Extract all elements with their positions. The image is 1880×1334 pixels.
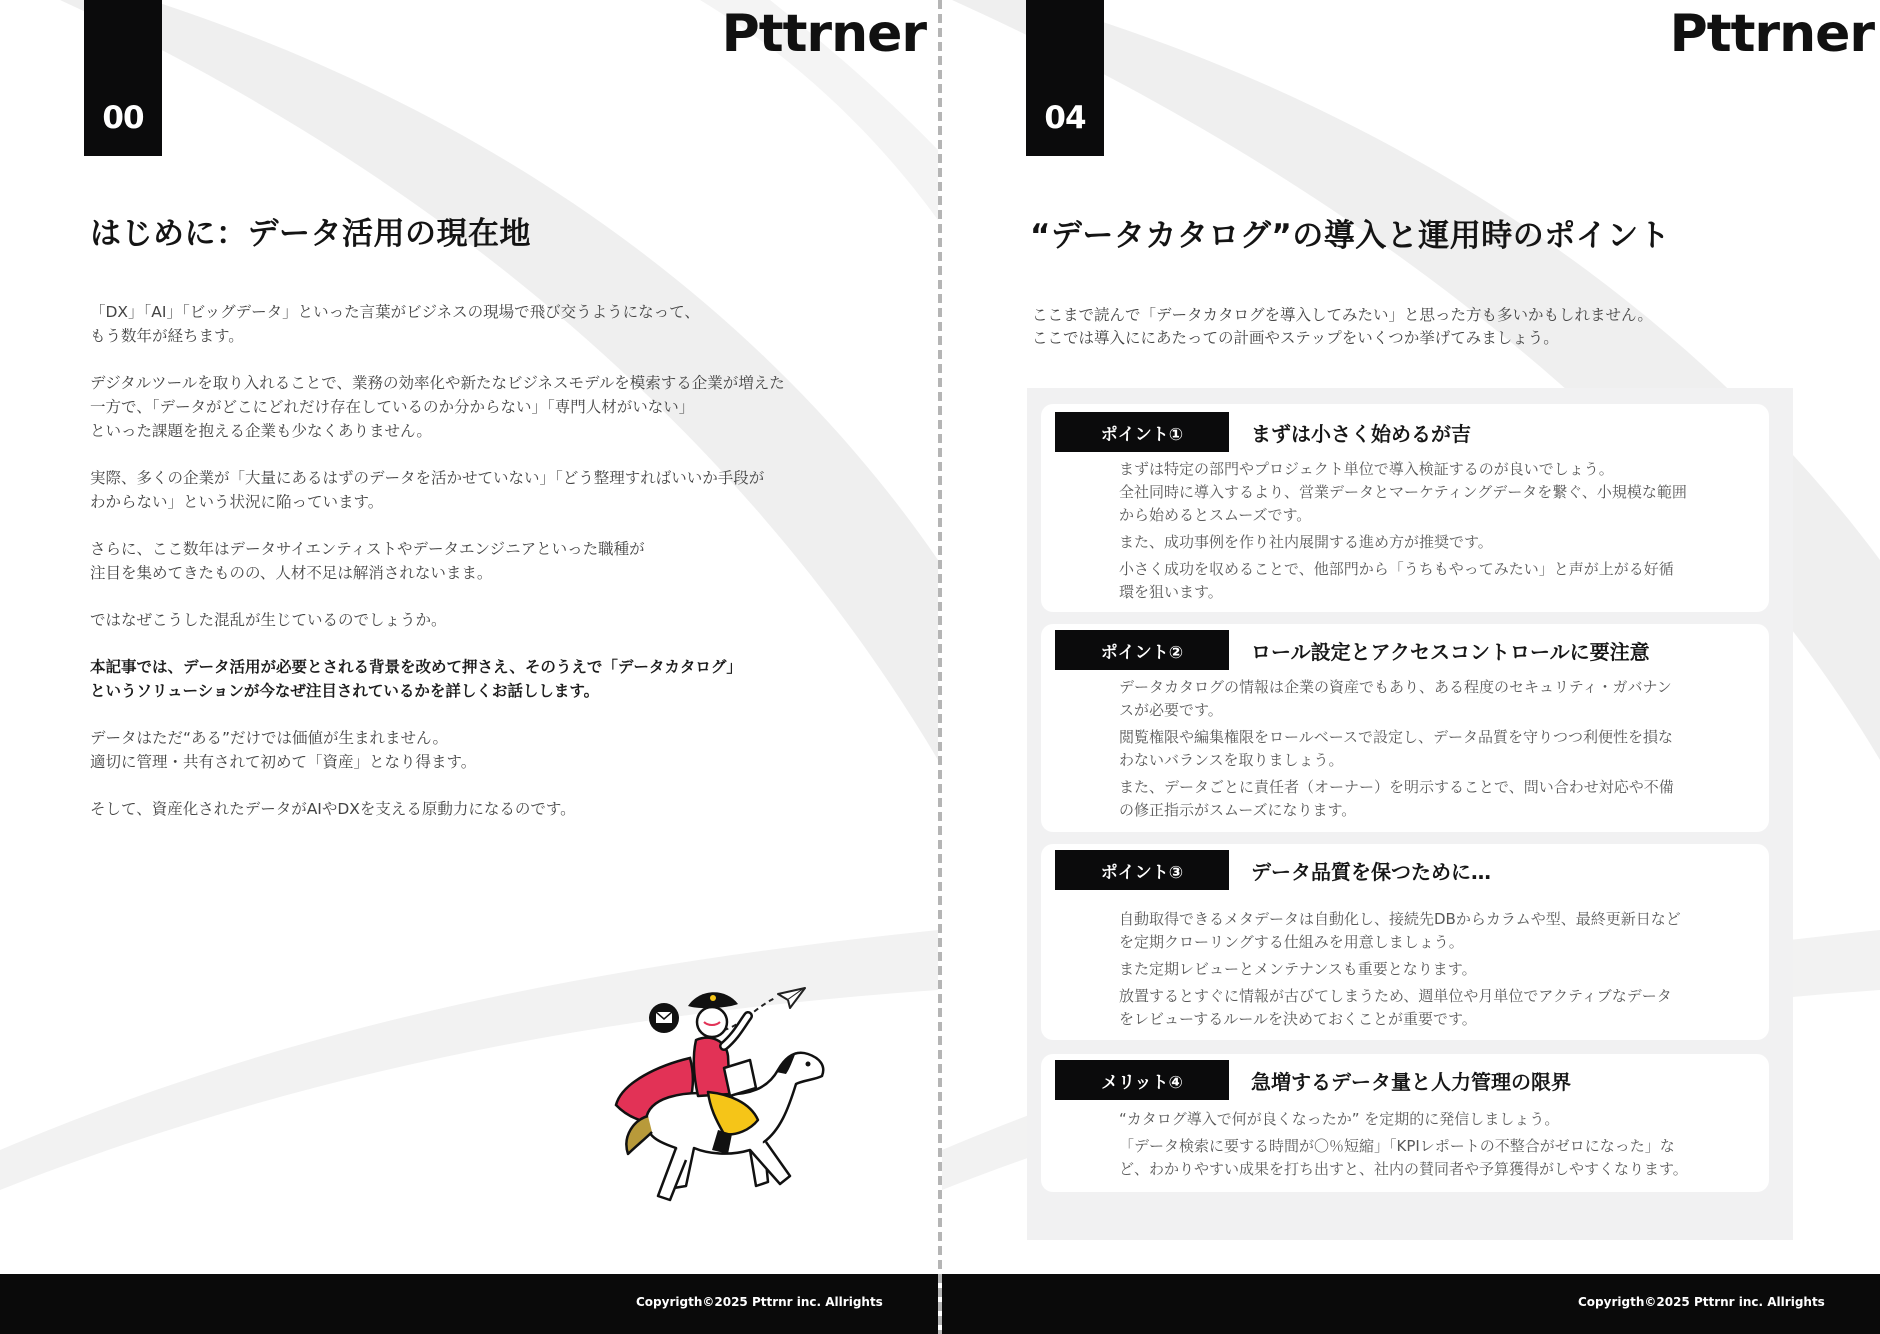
text-line: 放置するとすぐに情報が古びてしまうため、週単位や月単位でアクティブなデータ: [1119, 987, 1672, 1005]
text-line: デジタルツールを取り入れることで、業務の効率化や新たなビジネスモデルを模索する企業が増えた: [90, 374, 785, 392]
text-line: 環を狙います。: [1119, 583, 1223, 601]
body-text: [90, 300, 830, 844]
point-body: [1119, 1108, 1729, 1181]
text-line: といった課題を抱える企業も少なくありません。: [90, 422, 432, 440]
text-line: まずは特定の部門やプロジェクト単位で導入検証するのが良いでしょう。: [1119, 460, 1614, 478]
text-line: から始めるとスムーズです。: [1119, 506, 1312, 524]
text-line: 一方で、「データがどこにどれだけ存在しているのか分からない」「専門人材がいない」: [90, 398, 695, 416]
text-line: 全社同時に導入するより、営業データとマーケティングデータを繋ぐ、小規模な範囲: [1119, 483, 1687, 501]
text-line: スが必要です。: [1119, 701, 1223, 719]
point-heading: ロール設定とアクセスコントロールに要注意: [1251, 640, 1650, 664]
point-heading: 急増するデータ量と人力管理の限界: [1251, 1070, 1571, 1094]
page-number: 00: [84, 0, 162, 156]
paragraph-emphasis: [90, 655, 830, 703]
point-tag: ポイント①: [1055, 412, 1229, 452]
text-line: 自動取得できるメタデータは自動化し、接続先DBからカラムや型、最終更新日など: [1119, 910, 1681, 928]
text-line: 閲覧権限や編集権限をロールベースで設定し、データ品質を守りつつ利便性を損な: [1119, 728, 1673, 746]
text-line: さらに、ここ数年はデータサイエンティストやデータエンジニアといった職種が: [90, 540, 645, 558]
paragraph: [90, 537, 830, 585]
footer: [942, 1274, 1880, 1334]
footer: [0, 1274, 938, 1334]
point-tag: ポイント②: [1055, 630, 1229, 670]
text-line: ここでは導入ににあたっての計画やステップをいくつか挙げてみましょう。: [1032, 329, 1559, 347]
text-line: の修正指示がスムーズになります。: [1119, 801, 1357, 819]
brand-logo: Pttrner: [721, 4, 926, 64]
text-line: 「データ検索に要する時間が〇％短縮」「KPIレポートの不整合がゼロになった」な: [1119, 1137, 1675, 1155]
text-line: というソリューションが今なぜ注目されているかを詳しくお話しします。: [90, 682, 600, 700]
text-line: 実際、多くの企業が「大量にあるはずのデータを活かせていない」「どう整理すればいいか手段が: [90, 469, 765, 487]
point-tag: ポイント③: [1055, 850, 1229, 890]
text-line: をレビューするルールを決めておくことが重要です。: [1119, 1010, 1477, 1028]
text-line: を定期クローリングする仕組みを用意しましょう。: [1119, 933, 1464, 951]
text-line: データカタログの情報は企業の資産でもあり、ある程度のセキュリティ・ガバナン: [1119, 678, 1672, 696]
text-line: また、成功事例を作り社内展開する進め方が推奨です。: [1119, 533, 1493, 551]
point-heading: まずは小さく始めるが吉: [1251, 422, 1471, 446]
text-line: データはただ“ある”だけでは価値が生まれません。: [90, 729, 448, 747]
mascot-illustration: [600, 970, 860, 1220]
paragraph: [90, 608, 830, 632]
text-line: もう数年が経ちます。: [90, 327, 244, 345]
text-line: 小さく成功を収めることで、他部門から「うちもやってみたい」と声が上がる好循: [1119, 560, 1674, 578]
text-line: 本記事では、データ活用が必要とされる背景を改めて押さえ、そのうえで「データカタログ」: [90, 658, 742, 676]
page-number: 04: [1026, 0, 1104, 156]
page-title: “データカタログ”の導入と運用時のポイント: [1030, 218, 1671, 254]
intro-text: [1032, 304, 1653, 350]
text-line: ではなぜこうした混乱が生じているのでしょうか。: [90, 611, 447, 629]
paragraph: [90, 797, 830, 821]
point-heading: データ品質を保つために…: [1251, 860, 1491, 884]
page-title: はじめに：データ活用の現在地: [90, 216, 531, 252]
copyright-text: Copyrigth©2025 Pttrnr inc. Allrights: [1578, 1295, 1825, 1309]
text-line: わないバランスを取りましょう。: [1119, 751, 1344, 769]
copyright-text: Copyrigth©2025 Pttrnr inc. Allrights: [636, 1295, 883, 1309]
paragraph: [90, 371, 830, 443]
paragraph: [90, 300, 830, 348]
text-line: わからない」という状況に陥っています。: [90, 493, 384, 511]
point-body: [1119, 676, 1729, 822]
text-line: 注目を集めてきたものの、人材不足は解消されないまま。: [90, 564, 493, 582]
mail-bubble-icon: [649, 1003, 679, 1033]
text-line: そして、資産化されたデータがAIやDXを支える原動力になるのです。: [90, 800, 576, 818]
point-body: [1119, 908, 1729, 1031]
paragraph: [90, 466, 830, 514]
text-line: ど、わかりやすい成果を打ち出すと、社内の賛同者や予算獲得がしやすくなります。: [1119, 1160, 1688, 1178]
text-line: 「DX」「AI」「ビッグデータ」といった言葉がビジネスの現場で飛び交うようになって、: [90, 303, 700, 321]
point-tag: メリット④: [1055, 1060, 1229, 1100]
text-line: また、データごとに責任者（オーナー）を明示することで、問い合わせ対応や不備: [1119, 778, 1674, 796]
left-page: [0, 0, 938, 1334]
text-line: ここまで読んで「データカタログを導入してみたい」と思った方も多いかもしれません。: [1032, 306, 1653, 324]
text-line: 適切に管理・共有されて初めて「資産」となり得ます。: [90, 753, 477, 771]
brand-logo: Pttrner: [1669, 4, 1874, 64]
points-panel: [1027, 388, 1793, 1240]
text-line: “カタログ導入で何が良くなったか” を定期的に発信しましょう。: [1119, 1110, 1560, 1128]
paragraph: [90, 726, 830, 774]
right-page: [942, 0, 1880, 1334]
point-body: [1119, 458, 1729, 604]
text-line: また定期レビューとメンテナンスも重要となります。: [1119, 960, 1477, 978]
